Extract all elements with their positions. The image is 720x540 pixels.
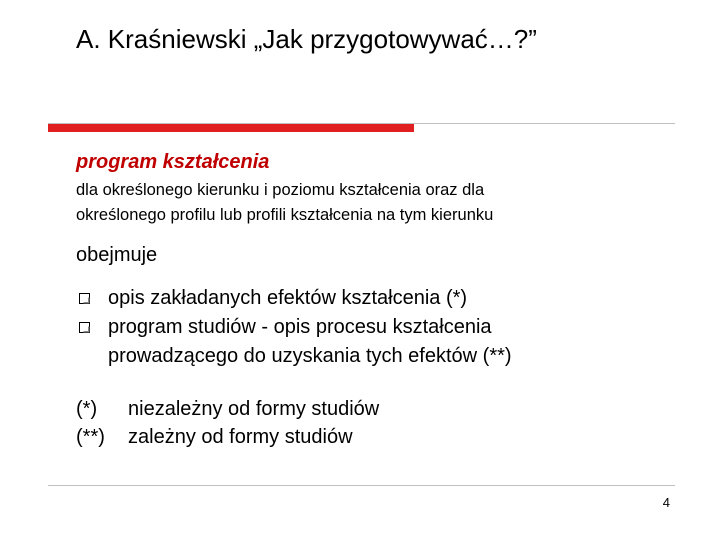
section-heading: program kształcenia [76,151,270,173]
page-number: 4 [662,495,670,510]
checkbox-icon [79,293,90,304]
checkbox-icon [79,322,90,333]
footnote-text: niezależny od formy studiów [128,398,380,420]
bullet-list [76,284,676,371]
bullet-text: opis zakładanych efektów kształcenia (*) [108,287,468,309]
bottom-divider-line [48,485,675,486]
definition-line: dla określonego kierunku i poziomu kształcenia oraz dla [76,181,485,199]
footnote-row [76,423,379,451]
definition-text [76,178,616,228]
slide-title: A. Kraśniewski „Jak przygotowywać…?” [76,24,537,54]
footnote-marker: (*) [76,398,98,420]
footnote-row [76,395,379,423]
top-accent-bar [48,124,414,132]
bullet-text: program studiów - opis procesu kształcenia [108,316,492,338]
footnote-marker: (**) [76,426,105,448]
footnote-text: zależny od formy studiów [128,426,353,448]
footnotes [76,395,379,451]
definition-line: określonego profilu lub profili kształcenia na tym kierunku [76,206,494,224]
bullet-text: prowadzącego do uzyskania tych efektów (**) [108,345,512,367]
includes-label: obejmuje [76,244,158,266]
bullet-item [76,284,676,313]
bullet-item [76,313,676,371]
